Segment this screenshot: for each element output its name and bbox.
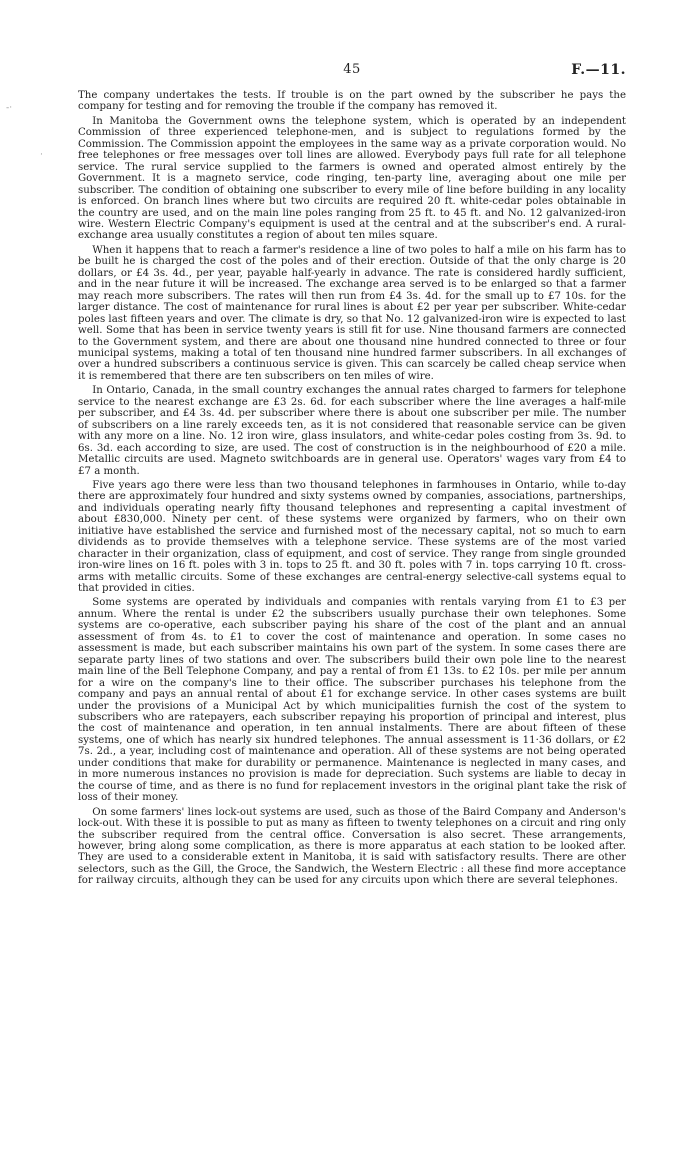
paragraph: Some systems are operated by individuals and companies with rentals varying from £1 to £3 per annum. Where the rental is under £2 the subscribers usually purchase their own telephones. Some systems are co-operative, each subscriber paying his share of the cost of the plant and an annual assessment of from 4s. to £1 to cover the cost of maintenance and operation. In some cases no assessment is made, but each subscriber maintains his own part of the system. In some cases there are separate party lines of two stations and over. The subscribers build their own pole line to the nearest main line of the Bell Telephone Company, and pay a rental of from £1 13s. to £2 10s. per mile per annum for a wire on the company's line to their office. The subscriber purchases his telephone from the company and pays an annual rental of about £1 for exchange service. In other cases systems are built under the provisions of a Municipal Act by which municipalities furnish the cost of the system to subscribers who are ratepayers, each subscriber repaying his proportion of principal and interest, plus the cost of maintenance and operation, in ten annual instalments. There are about fifteen of these systems, one of which has nearly six hundred telephones. The annual assessment is 11·36 dollars, or £2 7s. 2d., a year, including cost of maintenance and operation. All of these systems are not being operated under conditions that make for durability or permanence. Maintenance is neglected in many cases, and in more numerous instances no provision is made for depreciation. Such systems are liable to decay in the course of time, and as there is no fund for replacement investors in the original plant take the risk of loss of their money. (78, 597, 626, 804)
paragraph: When it happens that to reach a farmer's residence a line of two poles to half a mile on his farm has to be built he is charged the cost of the poles and of their erection. Outside of that the only charge is 20 dollars, or £4 3s. 4d., per year, payable half-yearly in advance. The rate is considered hardly sufficient, and in the near future it will be increased. The exchange area served is to be enlarged so that a farmer may reach more subscribers. The rates will then run from £4 3s. 4d. for the small up to £7 10s. for the larger distance. The cost of maintenance for rural lines is about £2 per year per subscriber. White-cedar poles last fifteen years and over. The climate is dry, so that No. 12 galvanized-iron wire is expected to last well. Some that has been in service twenty years is still fit for use. Nine thousand farmers are connected to the Government system, and there are about one thousand nine hundred connected to three or four municipal systems, making a total of ten thousand nine hundred farmer subscribers. In all exchanges of over a hundred subscribers a continuous service is given. This can scarcely be called cheap service when it is remembered that there are ten subscribers on ten miles of wire. (78, 244, 626, 382)
body-text (78, 90, 626, 890)
paragraph: In Manitoba the Government owns the telephone system, which is operated by an independent Commission of three experienced telephone-men, and is subject to regulations formed by the Commission. The Commission appoint the employees in the same way as a private corporation would. No free telephones or free messages over toll lines are allowed. Everybody pays full rate for all telephone service. The rural service supplied to the farmers is owned and operated almost entirely by the Government. It is a magneto service, code ringing, ten-party line, averaging about one mile per subscriber. The condition of obtaining one subscriber to every mile of line before building in any locality is enforced. On branch lines where but two circuits are required 20 ft. white-cedar poles obtainable in the country are used, and on the main line poles ranging from 25 ft. to 45 ft. and No. 12 galvanized-iron wire. Western Electric Company's equipment is used at the central and at the subscriber's end. A rural-exchange area usually constitutes a region of about ten miles square. (78, 115, 626, 242)
paragraph: Five years ago there were less than two thousand telephones in farmhouses in Ontario, while to-day there are approximately four hundred and sixty systems owned by companies, associations, partnerships, and individuals operating nearly fifty thousand telephones and representing a capital investment of about £830,000. Ninety per cent. of these systems were organized by farmers, who on their own initiative have established the service and furnished most of the necessary capital, not so much to earn dividends as to provide themselves with a telephone service. These systems are of the most varied character in their organization, class of equipment, and cost of service. They range from single grounded iron-wire lines on 16 ft. poles with 3 in. tops to 25 ft. and 30 ft. poles with 7 in. tops carrying 10 ft. cross-arms with metallic circuits. Some of these exchanges are central-energy selective-call systems equal to that provided in cities. (78, 479, 626, 595)
document-reference: F.—11. (571, 62, 626, 78)
page-number: 45 (343, 62, 361, 77)
paragraph: On some farmers' lines lock-out systems are used, such as those of the Baird Company and Anderson's lock-out. With these it is possible to put as many as fifteen to twenty telephones on a circuit and ring only the subscriber required from the central office. Conversation is also secret. These arrangements, however, bring along some complication, as there is more apparatus at each station to be looked after. They are used to a considerable extent in Manitoba, it is said with satisfactory results. There are other selectors, such as the Gill, the Groce, the Sandwich, the Western Electric : all these find more acceptance for railway circuits, although they can be used for any circuits upon which there are several telephones. (78, 806, 626, 887)
margin-mark: · (40, 150, 43, 160)
paragraph: In Ontario, Canada, in the small country exchanges the annual rates charged to farmers for telephone service to the nearest exchange are £3 2s. 6d. for each subscriber where the line averages a half-mile per subscriber, and £4 3s. 4d. per subscriber where there is about one subscriber per mile. The number of subscribers on a line rarely exceeds ten, as it is not considered that reasonable service can be given with any more on a line. No. 12 iron wire, glass insulators, and white-cedar poles costing from 3s. 9d. to 6s. 3d. each according to size, are used. The cost of construction is in the neighbourhood of £20 a mile. Metallic circuits are used. Magneto switchboards are in general use. Operators' wages vary from £4 to £7 a month. (78, 385, 626, 477)
page-header (78, 62, 626, 82)
paragraph: The company undertakes the tests. If trouble is on the part owned by the subscriber he pays the company for testing and for removing the trouble if the company has removed it. (78, 90, 626, 113)
margin-mark: -· (6, 103, 13, 113)
